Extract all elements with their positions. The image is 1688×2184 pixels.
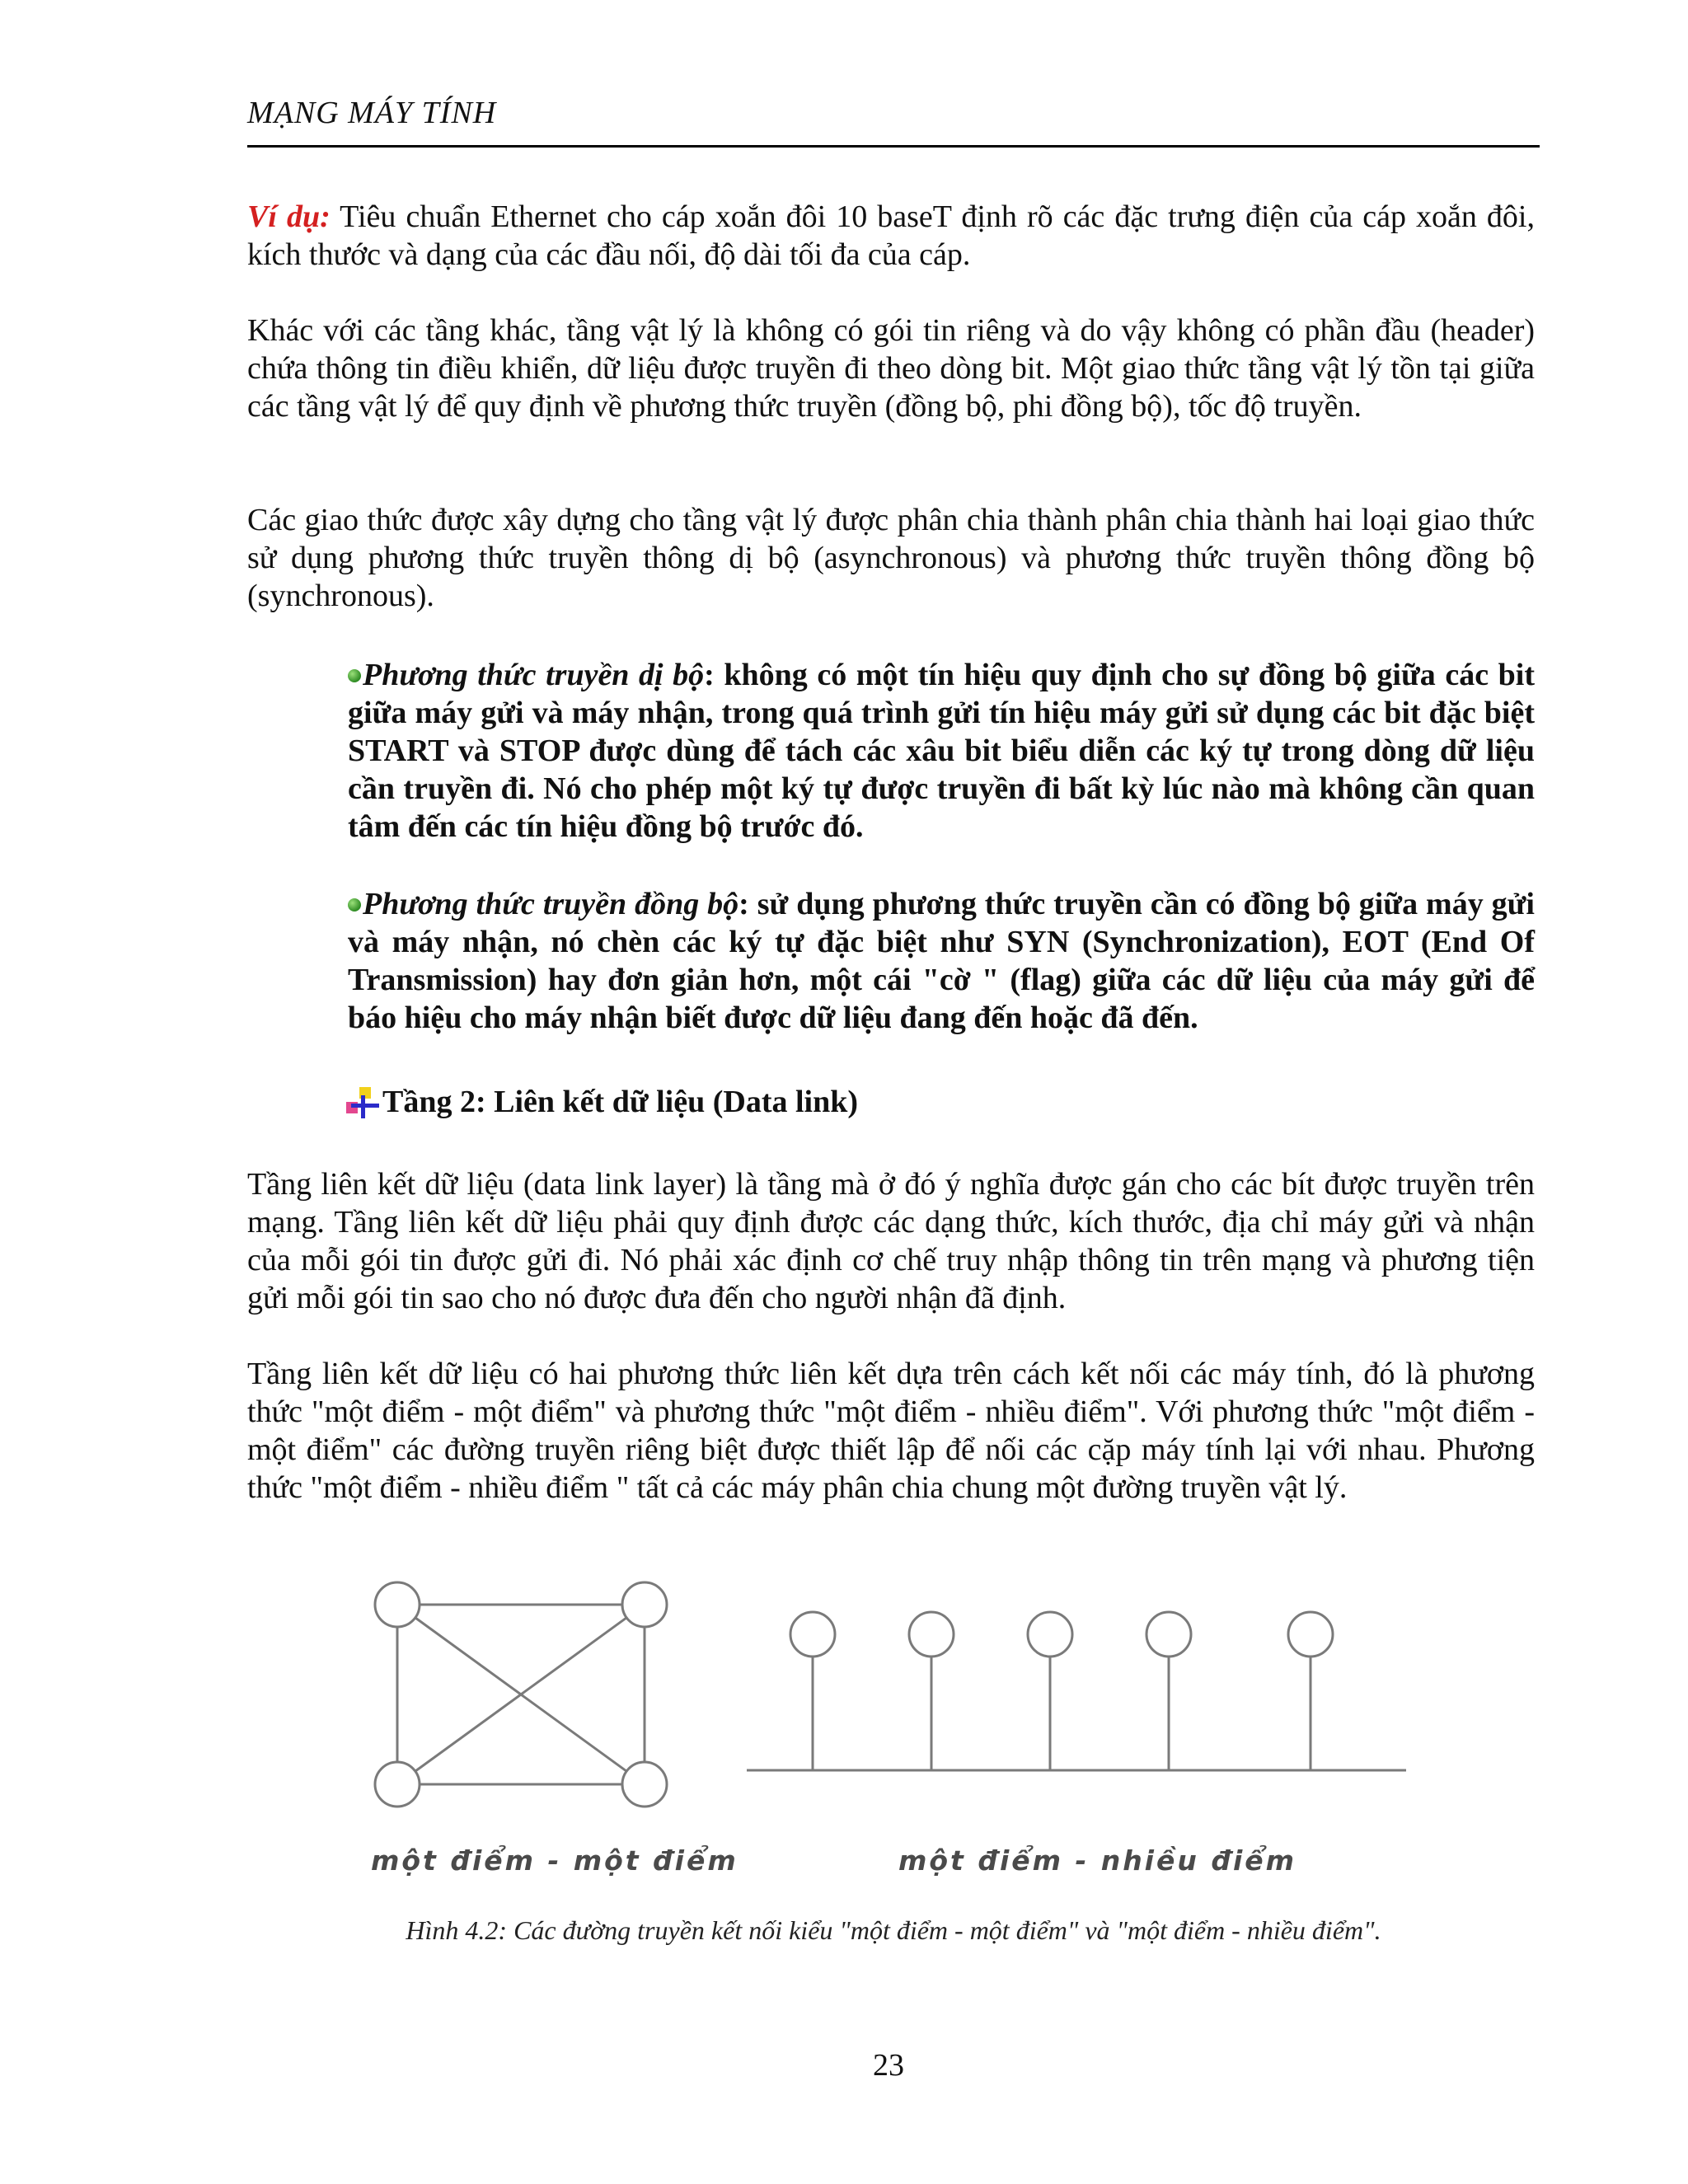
example-text: Tiêu chuẩn Ethernet cho cáp xoắn đôi 10 baseT định rõ các đặc trưng điện của cáp xoắn đôi, kích thước và dạng của các đầu nối, độ dài tối đa của cáp. xyxy=(247,199,1535,272)
page-number: 23 xyxy=(873,2048,904,2083)
multipoint-diagram xyxy=(747,1612,1406,1770)
header-rule xyxy=(247,145,1540,148)
page-header-title: MẠNG MÁY TÍNH xyxy=(247,96,497,130)
paragraph-link-methods: Tầng liên kết dữ liệu có hai phương thức liên kết dựa trên cách kết nối các máy tính, đó là phương thức "một điểm - một điểm" và phương thức "một điểm - nhiều điểm". Với phương thức "một điểm - một điểm" các đường truyền riêng biệt được thiết lập để nối các cặp máy tính lại với nhau. Phương thức "một điểm - nhiều điểm " tất cả các máy phân chia chung một đường truyền vật lý. xyxy=(247,1357,1535,1505)
bullet-async-term: Phương thức truyền dị bộ xyxy=(363,658,705,692)
bullet-sync xyxy=(348,885,1535,1037)
figure-label-point-to-point: một điểm - một điểm xyxy=(371,1844,738,1877)
paragraph-data-link: Tầng liên kết dữ liệu (data link layer) là tầng mà ở đó ý nghĩa được gán cho các bít được truyền trên mạng. Tầng liên kết dữ liệu phải quy định được các dạng thức, kích thước, địa chỉ máy gửi và nhận của mỗi gói tin được gửi đi. Nó phải xác định cơ chế truy nhập thông tin trên mạng và phương tiện gửi mỗi gói tin sao cho nó được đưa đến cho người nhận đã định. xyxy=(247,1167,1535,1315)
figure-label-multipoint: một điểm - nhiều điểm xyxy=(898,1844,1297,1877)
point-to-point-diagram xyxy=(375,1582,667,1807)
example-label: Ví dụ: xyxy=(247,199,331,234)
section-heading-text: Tầng 2: Liên kết dữ liệu (Data link) xyxy=(382,1085,859,1119)
bullet-async xyxy=(348,656,1535,846)
bullet-dot-icon xyxy=(348,898,361,912)
bullet-sync-text: : sử dụng phương thức truyền cần có đồng bộ giữa máy gửi và máy nhận, nó chèn các ký tự đặc biệt như SYN (Synchronization), EOT (End Of Transmission) hay đơn giản hơn, một cái "cờ " (flag) giữa các dữ liệu của máy gửi để báo hiệu cho máy nhận biết được dữ liệu đang đến hoặc đã đến. xyxy=(348,887,1535,1035)
paragraph-example xyxy=(247,198,1535,274)
plus-bullet-icon xyxy=(345,1084,381,1120)
section-heading xyxy=(345,1084,858,1120)
paragraph-physical-layer: Khác với các tầng khác, tầng vật lý là không có gói tin riêng và do vậy không có phần đầu (header) chứa thông tin điều khiển, dữ liệu được truyền đi theo dòng bit. Một giao thức tầng vật lý tồn tại giữa các tầng vật lý để quy định về phương thức truyền (đồng bộ, phi đồng bộ), tốc độ truyền. xyxy=(247,313,1535,424)
bullet-dot-icon xyxy=(348,669,361,682)
bullet-sync-term: Phương thức truyền đồng bộ xyxy=(363,887,739,921)
bullet-async-text: : không có một tín hiệu quy định cho sự đồng bộ giữa các bit giữa máy gửi và máy nhận, trong quá trình gửi tín hiệu máy gửi sử dụng các bit đặc biệt START và STOP được dùng để tách các xâu bit biểu diễn các ký tự trong dòng dữ liệu cần truyền đi. Nó cho phép một ký tự được truyền đi bất kỳ lúc nào mà không cần quan tâm đến các tín hiệu đồng bộ trước đó. xyxy=(348,658,1535,844)
figure-caption: Hình 4.2: Các đường truyền kết nối kiểu "một điểm - một điểm" và "một điểm - nhiều điểm". xyxy=(406,1915,1381,1945)
paragraph-protocols: Các giao thức được xây dựng cho tầng vật lý được phân chia thành phân chia thành hai loại giao thức sử dụng phương thức truyền thông dị bộ (asynchronous) và phương thức truyền thông đồng bộ (synchronous). xyxy=(247,503,1535,613)
